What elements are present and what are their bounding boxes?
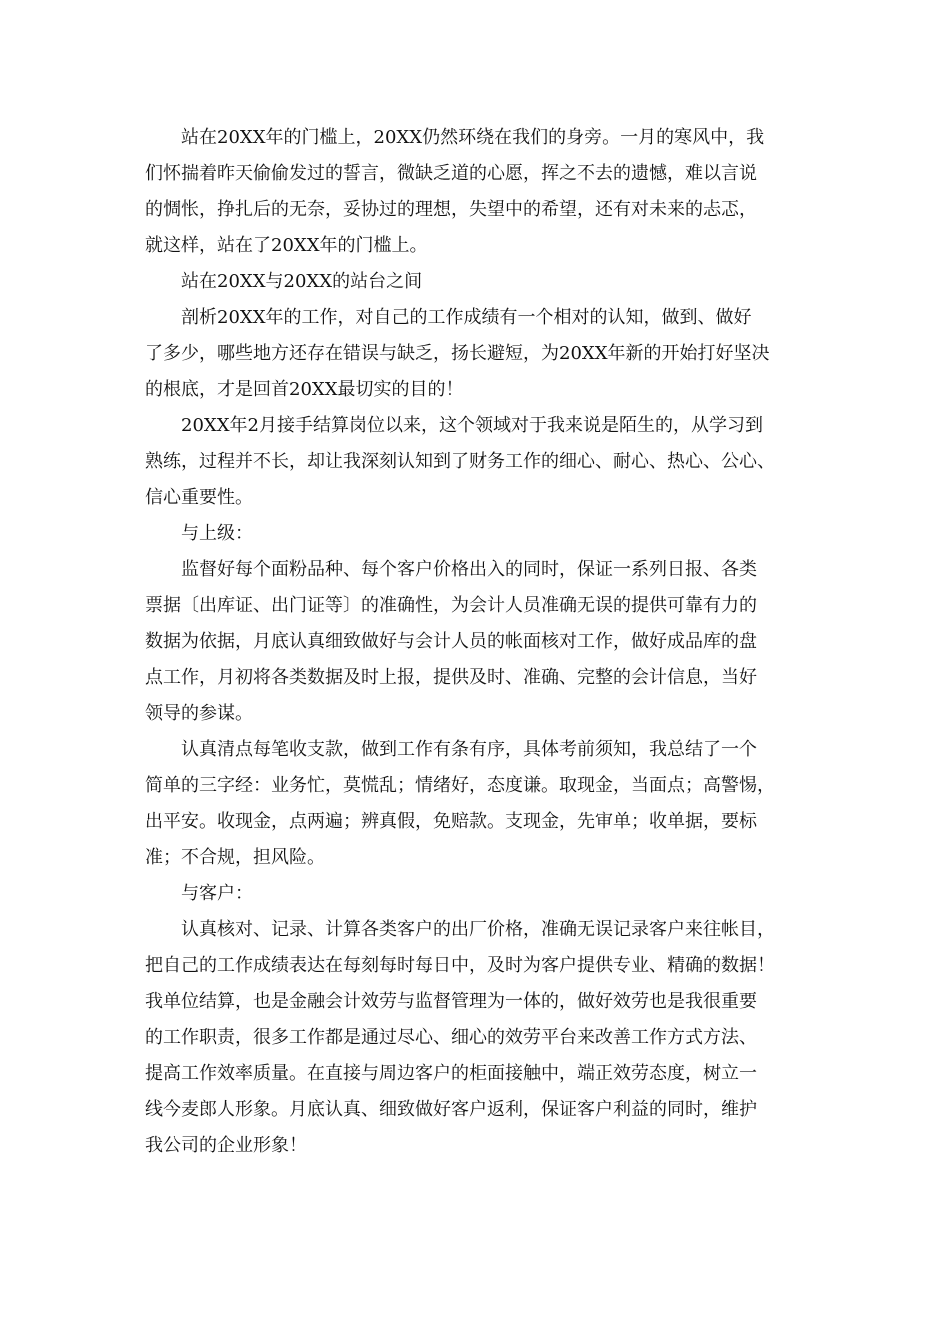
text-line: 出平安。收现金，点两遍；辨真假，免赔款。支现金，先审单；收单据，要标 xyxy=(145,811,757,832)
text-line: 熟练，过程并不长，却让我深刻认知到了财务工作的细心、耐心、热心、公心、 xyxy=(145,451,775,472)
text-line: 监督好每个面粉品种、每个客户价格出入的同时，保证一系列日报、各类 xyxy=(181,559,757,580)
paragraph-platform xyxy=(145,264,815,300)
paragraph-threshold xyxy=(145,120,815,264)
text-line: 线今麦郎人形象。月底认真、细致做好客户返利，保证客户利益的同时，维护 xyxy=(145,1099,757,1120)
text-line: 把自己的工作成绩表达在每刻每时每日中，及时为客户提供专业、精确的数据！ xyxy=(145,955,775,976)
text-line: 剖析20XX年的工作，对自己的工作成绩有一个相对的认知，做到、做好 xyxy=(181,307,752,328)
text-line: 准；不合规，担风险。 xyxy=(145,847,325,868)
text-line: 认真清点每笔收支款，做到工作有条有序，具体考前须知，我总结了一个 xyxy=(181,739,757,760)
text-line: 票据〔出库证、出门证等〕的准确性，为会计人员准确无误的提供可靠有力的 xyxy=(145,595,757,616)
text-line: 与客户： xyxy=(181,883,253,904)
section-heading-superiors xyxy=(145,516,815,552)
text-line: 站在20XX与20XX的站台之间 xyxy=(181,271,423,292)
text-line: 提高工作效率质量。在直接与周边客户的柜面接触中，端正效劳态度，树立一 xyxy=(145,1063,757,1084)
text-line: 们怀揣着昨天偷偷发过的誓言，微缺乏道的心愿，挥之不去的遗憾，难以言说 xyxy=(145,163,757,184)
document-body xyxy=(145,120,815,1164)
paragraph-supervision xyxy=(145,552,815,732)
text-line: 简单的三字经：业务忙，莫慌乱；情绪好，态度谦。取现金，当面点；高警惕， xyxy=(145,775,775,796)
text-line: 站在20XX年的门槛上，20XX仍然环绕在我们的身旁。一月的寒风中，我 xyxy=(181,127,765,148)
text-line: 20XX年2月接手结算岗位以来，这个领域对于我来说是陌生的，从学习到 xyxy=(181,415,763,436)
paragraph-cash-rules xyxy=(145,732,815,876)
text-line: 点工作，月初将各类数据及时上报，提供及时、准确、完整的会计信息，当好 xyxy=(145,667,757,688)
section-heading-customers xyxy=(145,876,815,912)
text-line: 的工作职责，很多工作都是通过尽心、细心的效劳平台来改善工作方式方法、 xyxy=(145,1027,757,1048)
text-line: 与上级： xyxy=(181,523,253,544)
text-line: 的惆怅，挣扎后的无奈，妥协过的理想，失望中的希望，还有对未来的忐忑， xyxy=(145,199,757,220)
text-line: 领导的参谋。 xyxy=(145,703,253,724)
text-line: 我单位结算，也是金融会计效劳与监督管理为一体的，做好效劳也是我很重要 xyxy=(145,991,757,1012)
text-line: 认真核对、记录、计算各类客户的出厂价格，准确无误记录客户来往帐目， xyxy=(181,919,775,940)
paragraph-customer-service xyxy=(145,912,815,1164)
text-line: 信心重要性。 xyxy=(145,487,253,508)
paragraph-settlement-role xyxy=(145,408,815,516)
text-line: 的根底，才是回首20XX最切实的目的！ xyxy=(145,379,464,400)
text-line: 就这样，站在了20XX年的门槛上。 xyxy=(145,235,428,256)
text-line: 了多少，哪些地方还存在错误与缺乏，扬长避短，为20XX年新的开始打好坚决 xyxy=(145,343,770,364)
text-line: 数据为依据，月底认真细致做好与会计人员的帐面核对工作，做好成品库的盘 xyxy=(145,631,757,652)
paragraph-analysis xyxy=(145,300,815,408)
text-line: 我公司的企业形象！ xyxy=(145,1135,307,1156)
